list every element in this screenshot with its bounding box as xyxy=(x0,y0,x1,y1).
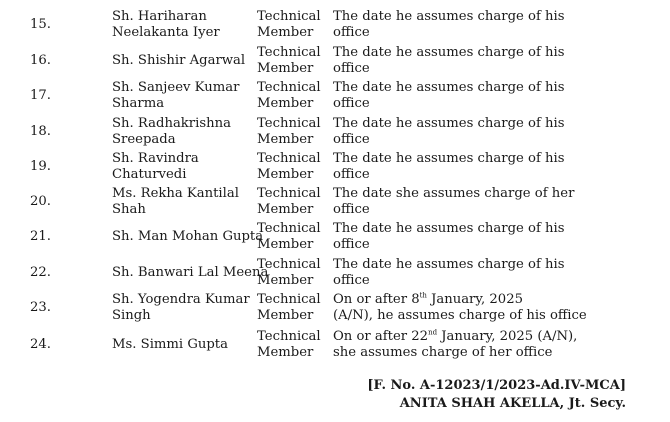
effective-date-line: The date he assumes charge of his xyxy=(333,257,565,272)
designation-line: Technical xyxy=(257,9,321,24)
member-name-line: Sh. Radhakrishna xyxy=(112,115,231,131)
member-name-line: Sreepada xyxy=(112,131,176,147)
effective-date-line xyxy=(333,292,523,308)
designation xyxy=(257,221,327,253)
member-name xyxy=(112,255,269,290)
designation-line: Member xyxy=(257,273,314,288)
date-word: On xyxy=(333,292,353,307)
designation-line: Member xyxy=(257,202,314,217)
designation xyxy=(257,151,327,183)
effective-date-line: office xyxy=(333,167,370,182)
member-name-line: Sh. Man Mohan Gupta xyxy=(112,228,264,244)
effective-date-line: The date she assumes charge of her xyxy=(333,186,575,201)
effective-date-line: office xyxy=(333,237,370,252)
member-name-line: Sh. Ravindra xyxy=(112,150,199,166)
day-number: 8 xyxy=(411,292,420,307)
effective-date-line xyxy=(333,328,578,345)
designation xyxy=(257,186,327,218)
designation xyxy=(257,80,327,112)
date-day xyxy=(411,292,427,308)
member-name xyxy=(112,78,252,113)
effective-date xyxy=(333,9,563,41)
effective-date-line: The date he assumes charge of his xyxy=(333,151,565,166)
serial-number: 15. xyxy=(30,16,51,32)
designation xyxy=(257,257,327,289)
designation-line: Technical xyxy=(257,329,321,344)
member-name-line: Shah xyxy=(112,201,146,217)
date-prefix: On or after 22 xyxy=(333,329,429,344)
table-row xyxy=(0,78,670,113)
member-name xyxy=(112,327,252,362)
effective-date-line: (A/N), he assumes charge of his office xyxy=(333,308,587,323)
table-row xyxy=(0,327,670,362)
serial-number: 22. xyxy=(30,264,51,280)
member-name xyxy=(112,184,252,219)
effective-date-line: office xyxy=(333,96,370,111)
member-name-line: Ms. Simmi Gupta xyxy=(112,336,228,352)
member-name-line: Singh xyxy=(112,307,151,323)
member-name xyxy=(112,149,252,184)
member-name-line: Sh. Sanjeev Kumar xyxy=(112,79,240,95)
file-number: [F. No. A-12023/1/2023-Ad.IV-MCA] xyxy=(367,378,626,393)
member-name-line: Neelakanta Iyer xyxy=(112,24,220,40)
serial-number: 17. xyxy=(30,87,51,103)
designation-line: Member xyxy=(257,237,314,252)
designation-line: Technical xyxy=(257,257,321,272)
effective-date-line: The date he assumes charge of his xyxy=(333,116,565,131)
serial-number: 16. xyxy=(30,52,51,68)
date-word: or xyxy=(356,292,371,307)
table-row xyxy=(0,114,670,149)
designation-line: Technical xyxy=(257,292,321,307)
member-name-line: Sh. Shishir Agarwal xyxy=(112,52,246,68)
effective-date xyxy=(333,291,587,324)
date-suffix: January, 2025 (A/N), xyxy=(437,329,578,344)
effective-date-line: The date he assumes charge of his xyxy=(333,80,565,95)
table-row xyxy=(0,255,670,290)
member-name-line: Ms. Rekha Kantilal xyxy=(112,185,239,201)
table-row xyxy=(0,43,670,78)
signatory: ANITA SHAH AKELLA, Jt. Secy. xyxy=(399,396,626,411)
designation-line: Technical xyxy=(257,186,321,201)
effective-date xyxy=(333,151,563,183)
designation xyxy=(257,292,327,324)
member-name xyxy=(112,290,252,325)
effective-date xyxy=(333,80,563,112)
serial-number: 18. xyxy=(30,123,51,139)
ordinal-suffix: nd xyxy=(428,328,438,337)
designation xyxy=(257,116,327,148)
effective-date-line: office xyxy=(333,25,370,40)
table-row xyxy=(0,149,670,184)
designation-line: Member xyxy=(257,61,314,76)
serial-number: 24. xyxy=(30,336,51,352)
ordinal-suffix: th xyxy=(419,291,427,300)
member-name-line: Sharma xyxy=(112,95,165,111)
effective-date-line: office xyxy=(333,273,370,288)
date-word: 2025 xyxy=(489,292,523,307)
serial-number: 21. xyxy=(30,228,51,244)
designation-line: Technical xyxy=(257,45,321,60)
serial-number: 23. xyxy=(30,299,51,315)
designation xyxy=(257,9,327,41)
serial-number: 20. xyxy=(30,193,51,209)
effective-date xyxy=(333,328,578,361)
serial-number: 19. xyxy=(30,158,51,174)
effective-date xyxy=(333,45,563,77)
table-row xyxy=(0,7,670,42)
member-name xyxy=(112,43,252,78)
effective-date xyxy=(333,116,563,148)
date-word: January, xyxy=(431,292,486,307)
designation-line: Technical xyxy=(257,116,321,131)
designation-line: Member xyxy=(257,96,314,111)
designation-line: Member xyxy=(257,167,314,182)
effective-date xyxy=(333,257,563,289)
member-name xyxy=(112,7,252,42)
member-name-line: Sh. Yogendra Kumar xyxy=(112,291,250,307)
effective-date-line: The date he assumes charge of his xyxy=(333,221,565,236)
effective-date-line: she assumes charge of her office xyxy=(333,345,553,360)
table-row xyxy=(0,290,670,325)
effective-date-line: The date he assumes charge of his xyxy=(333,45,565,60)
designation-line: Technical xyxy=(257,80,321,95)
member-name-line: Chaturvedi xyxy=(112,166,187,182)
effective-date xyxy=(333,221,563,253)
designation-line: Technical xyxy=(257,151,321,166)
effective-date xyxy=(333,186,575,218)
member-name-line: Sh. Banwari Lal Meena xyxy=(112,264,269,280)
designation xyxy=(257,329,327,361)
effective-date-line: office xyxy=(333,202,370,217)
member-name xyxy=(112,219,264,254)
designation-line: Member xyxy=(257,25,314,40)
date-word: after xyxy=(374,292,408,307)
effective-date-line: office xyxy=(333,132,370,147)
designation-line: Member xyxy=(257,132,314,147)
designation xyxy=(257,45,327,77)
table-row xyxy=(0,219,670,254)
member-name xyxy=(112,114,252,149)
table-row xyxy=(0,184,670,219)
effective-date-line: office xyxy=(333,61,370,76)
designation-line: Technical xyxy=(257,221,321,236)
designation-line: Member xyxy=(257,308,314,323)
effective-date-line: The date he assumes charge of his xyxy=(333,9,565,24)
member-name-line: Sh. Hariharan xyxy=(112,8,207,24)
designation-line: Member xyxy=(257,345,314,360)
